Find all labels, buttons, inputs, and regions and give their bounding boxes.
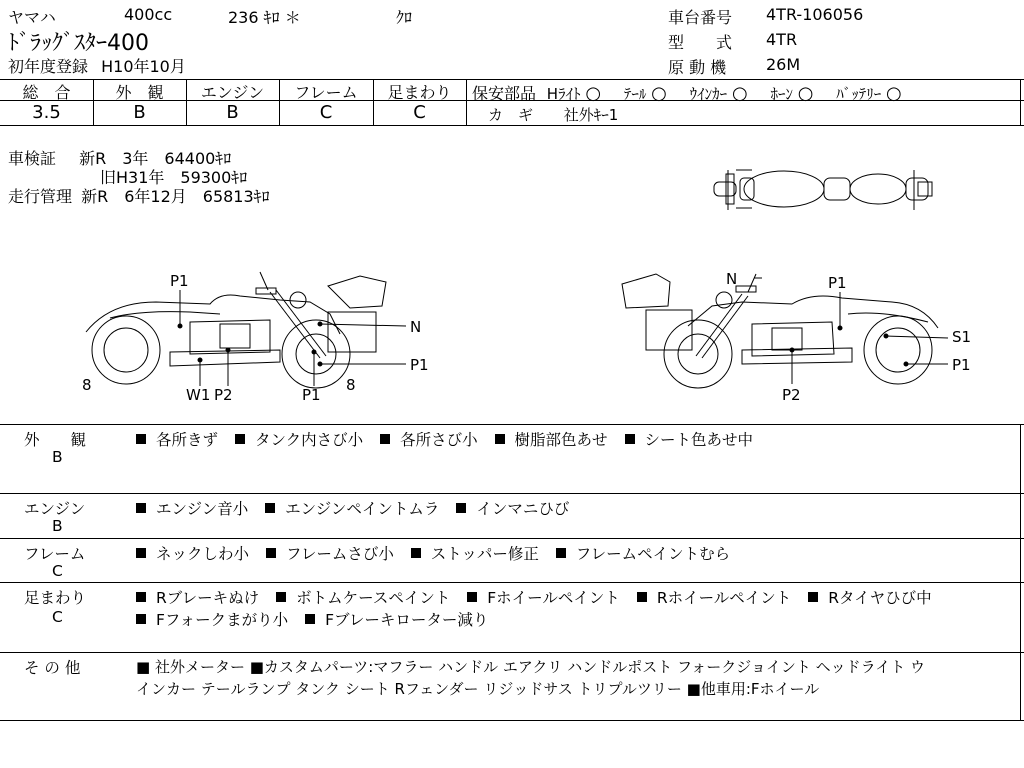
safety-tail-mark: ○ (651, 83, 667, 104)
remarks-border-2 (0, 493, 1024, 494)
bullet-icon (136, 503, 146, 513)
motorcycle-top-view (706, 164, 950, 216)
safety-horn: ﾎｰﾝ (770, 85, 793, 103)
mileage-value: 新R 6年12月 65813ｷﾛ (81, 187, 270, 206)
safety-winker: ｳｲﾝｶｰ (689, 85, 728, 103)
left-label-p1-bottom: P1 (302, 386, 321, 404)
remark-item: 各所さび小 (400, 431, 478, 449)
maker: ヤマハ (8, 8, 56, 27)
key-value: 社外ｷｰ1 (563, 106, 619, 124)
safety-battery-mark: ○ (886, 83, 902, 104)
bullet-icon (266, 548, 276, 558)
bullet-icon (467, 592, 477, 602)
remark-category-suspension: 足まわり (24, 589, 87, 607)
grade-header-total: 総 合 (22, 83, 71, 102)
key-label: カ ギ (488, 106, 534, 124)
remark-item: シート色あせ中 (644, 431, 754, 449)
bullet-icon (625, 434, 635, 444)
right-label-p1-right: P1 (952, 356, 971, 374)
bullet-icon (556, 548, 566, 558)
model-name: ﾄﾞﾗｯｸﾞｽﾀｰ400 (8, 31, 149, 56)
remark-list-suspension-2 (136, 608, 500, 630)
safety-label: 保安部品 (472, 84, 537, 103)
remark-item: ボトムケースペイント (296, 589, 451, 607)
safety-tail: ﾃｰﾙ (623, 85, 647, 103)
remark-item: ネックしわ小 (156, 545, 250, 563)
remarks-border-5 (0, 652, 1024, 653)
safety-horn-mark: ○ (797, 83, 814, 104)
frame-number-value: 4TR-106056 (766, 5, 864, 24)
inspection-line-3 (8, 184, 270, 207)
remarks-bottom-border (0, 720, 1024, 721)
remark-item: フレームペイントむら (575, 545, 731, 563)
bullet-icon (305, 614, 315, 624)
bullet-icon (265, 503, 275, 513)
remark-list-engine (136, 497, 581, 519)
bullet-icon (136, 592, 146, 602)
left-label-w1: W1 (186, 386, 211, 404)
remark-item: エンジン音小 (156, 500, 249, 518)
grade-bottom-border (0, 125, 1024, 126)
remark-item: Fフォークまがり小 (156, 611, 289, 629)
grade-col-5 (466, 79, 467, 126)
left-label-p1-top: P1 (170, 272, 189, 290)
remarks-right-border (1020, 424, 1021, 721)
engine-label: 原 動 機 (668, 58, 727, 77)
mileage-label: 走行管理 (8, 187, 73, 206)
bullet-icon (637, 592, 647, 602)
remark-grade-suspension: C (52, 608, 63, 626)
remark-item: タンク内さび小 (254, 431, 364, 449)
type-label: 型 式 (668, 33, 733, 52)
price: 236 ｷﾛ ＊ (228, 8, 301, 27)
inspection-label: 車検証 (8, 149, 57, 168)
remark-other-line-2: インカー テールランプ タンク シート Rフェンダー リジッドサス トリプルツリー ■他車用:Fホイール (136, 680, 820, 698)
safety-winker-mark: ○ (731, 83, 748, 104)
first-reg-value: H10年10月 (101, 57, 186, 76)
motorcycle-left-view (70, 262, 450, 404)
remark-grade-frame: C (52, 562, 63, 580)
remark-item: 各所きず (156, 431, 219, 449)
right-label-p1-top: P1 (828, 274, 847, 292)
bullet-icon (136, 614, 146, 624)
grade-header-engine: エンジン (200, 83, 265, 102)
remark-item: Fブレーキローター減り (325, 611, 489, 629)
right-label-n: N (726, 270, 738, 288)
grade-header-suspension: 足まわり (387, 83, 452, 102)
left-label-n: N (410, 318, 422, 336)
bullet-icon (136, 548, 146, 558)
first-reg-label: 初年度登録 (8, 57, 89, 76)
right-label-p2: P2 (782, 386, 801, 404)
remark-item: フレームさび小 (285, 545, 394, 563)
type-value: 4TR (766, 30, 798, 49)
remark-list-suspension-1 (136, 586, 944, 608)
left-label-p1-right: P1 (410, 356, 429, 374)
bullet-icon (808, 592, 818, 602)
grade-header-frame: フレーム (294, 83, 358, 102)
safety-battery: ﾊﾞｯﾃﾘｰ (836, 85, 882, 103)
remark-category-other: そ の 他 (24, 659, 81, 677)
left-label-p2: P2 (214, 386, 233, 404)
bullet-icon (136, 434, 146, 444)
safety-parts-row (472, 81, 902, 104)
remark-item: ストッパー修正 (430, 545, 539, 563)
remark-other-line-1: ■ 社外メーター ■カスタムパーツ:マフラー ハンドル エアクリ ハンドルポスト フォークジョイント ヘッドライト ウ (136, 658, 925, 676)
bullet-icon (411, 548, 421, 558)
motorcycle-right-view (612, 266, 992, 408)
remark-grade-exterior: B (52, 448, 63, 466)
bullet-icon (235, 434, 245, 444)
remark-list-exterior (136, 428, 765, 450)
grade-value-frame: C (319, 102, 333, 123)
key-row (488, 104, 618, 125)
bullet-icon (276, 592, 286, 602)
color: ｸﾛ (396, 8, 413, 27)
remark-item: インマニひび (476, 500, 570, 518)
remark-category-engine: エンジン (24, 500, 86, 518)
remark-item: Rブレーキぬけ (156, 589, 260, 607)
displacement: 400cc (124, 5, 173, 24)
engine-value: 26M (766, 55, 801, 74)
first-registration (8, 54, 186, 77)
inspection-line-2: 旧H31年 59300ｷﾛ (100, 168, 248, 187)
remark-item: エンジンペイントムラ (285, 500, 440, 518)
remark-item: Rタイヤひび中 (828, 589, 932, 607)
bullet-icon (380, 434, 390, 444)
remark-grade-engine: B (52, 517, 63, 535)
remarks-border-3 (0, 538, 1024, 539)
frame-number-label: 車台番号 (668, 8, 733, 27)
left-label-8a: 8 (82, 376, 92, 394)
right-border (1020, 79, 1021, 126)
bullet-icon (456, 503, 466, 513)
remark-list-frame (136, 542, 742, 564)
bullet-icon (495, 434, 505, 444)
remarks-top-border (0, 424, 1024, 425)
remarks-border-4 (0, 582, 1024, 583)
remark-category-exterior: 外 観 (24, 431, 87, 449)
grade-value-exterior: B (133, 102, 146, 123)
left-label-8b: 8 (346, 376, 356, 394)
remark-item: 樹脂部色あせ (514, 431, 608, 449)
inspection-new: 新R 3年 64400ｷﾛ (79, 149, 232, 168)
grade-value-suspension: C (413, 102, 426, 123)
grade-value-total: 3.5 (32, 102, 61, 123)
safety-headlight: Hﾗｲﾄ (546, 85, 581, 103)
right-label-s1: S1 (952, 328, 972, 346)
remark-category-frame: フレーム (24, 545, 86, 563)
grade-value-engine: B (226, 102, 239, 123)
remark-item: Rホイールペイント (656, 589, 792, 607)
grade-header-exterior: 外 観 (115, 83, 164, 102)
safety-headlight-mark: ○ (585, 83, 602, 104)
remark-item: Fホイールペイント (487, 589, 620, 607)
